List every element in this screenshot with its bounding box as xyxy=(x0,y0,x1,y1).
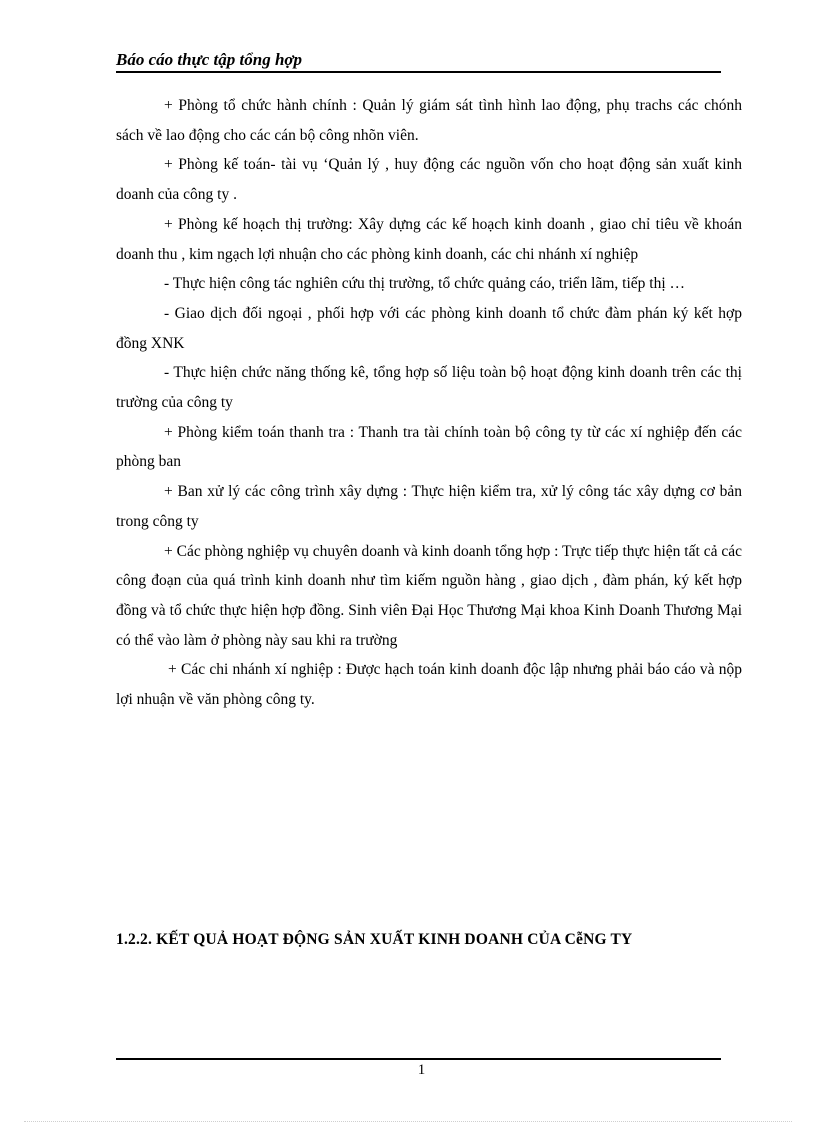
paragraph-giao-dich-doi-ngoai: - Giao dịch đối ngoại , phối hợp với các phòng kinh doanh tổ chức đàm phán ký kết hợp đồng XNK xyxy=(116,304,742,352)
page-header-title: Báo cáo thực tập tổng hợp xyxy=(116,50,303,69)
paragraph-thong-ke: - Thực hiện chức năng thống kê, tổng hợp số liệu toàn bộ hoạt động kinh doanh trên các thị trường của công ty xyxy=(116,364,742,412)
paragraph-chi-nhanh: + Các chi nhánh xí nghiệp : Được hạch toán kinh doanh độc lập nhưng phải báo cáo và nộp lợi nhuận về văn phòng công ty. xyxy=(116,661,742,709)
paragraph-nghien-cuu-thi-truong: - Thực hiện công tác nghiên cứu thị trường, tổ chức quảng cáo, triển lãm, tiếp thị … xyxy=(164,275,686,293)
section-heading: 1.2.2. KẾT QUẢ HOẠT ĐỘNG SẢN XUẤT KINH DOANH CỦA CễNG TY xyxy=(116,931,633,948)
paragraph-phong-nghiep-vu: + Các phòng nghiệp vụ chuyên doanh và kinh doanh tổng hợp : Trực tiếp thực hiện tất cả các công đoạn của quá trình kinh doanh như tìm kiếm nguồn hàng , giao dịch , đàm phán, ký kết hợp đồng và tổ chức thực hiện hợp đồng. Sinh viên Đại Học Thương Mại khoa Kinh Doanh Thương Mại có thể vào làm ở phòng này sau khi ra trường xyxy=(116,542,742,649)
paragraph-phong-ke-hoach: + Phòng kế hoạch thị trường: Xây dựng các kế hoạch kinh doanh , giao chỉ tiêu về khoán doanh thu , kim ngạch lợi nhuận cho các phòng kinh doanh, các chi nhánh xí nghiệp xyxy=(116,215,742,263)
paragraph-kiem-toan: + Phòng kiểm toán thanh tra : Thanh tra tài chính toàn bộ công ty từ các xí nghiệp đến các phòng ban xyxy=(116,423,742,471)
paragraph-phong-to-chuc: + Phòng tổ chức hành chính : Quản lý giám sát tình hình lao động, phụ trachs các chónh sách về lao động cho các cán bộ công nhõn viên. xyxy=(116,97,742,144)
page-edge xyxy=(24,1121,792,1122)
paragraph-phong-ke-toan: + Phòng kế toán- tài vụ ‘Quản lý , huy động các nguồn vốn cho hoạt động sản xuất kinh doanh của công ty . xyxy=(116,156,742,204)
paragraph-ban-xay-dung: + Ban xử lý các công trình xây dựng : Thực hiện kiểm tra, xử lý công tác xây dựng cơ bản trong công ty xyxy=(116,483,742,530)
footer-divider xyxy=(116,1058,721,1060)
page-number: 1 xyxy=(417,1062,426,1078)
document-body xyxy=(116,91,742,715)
header-divider xyxy=(116,71,721,73)
